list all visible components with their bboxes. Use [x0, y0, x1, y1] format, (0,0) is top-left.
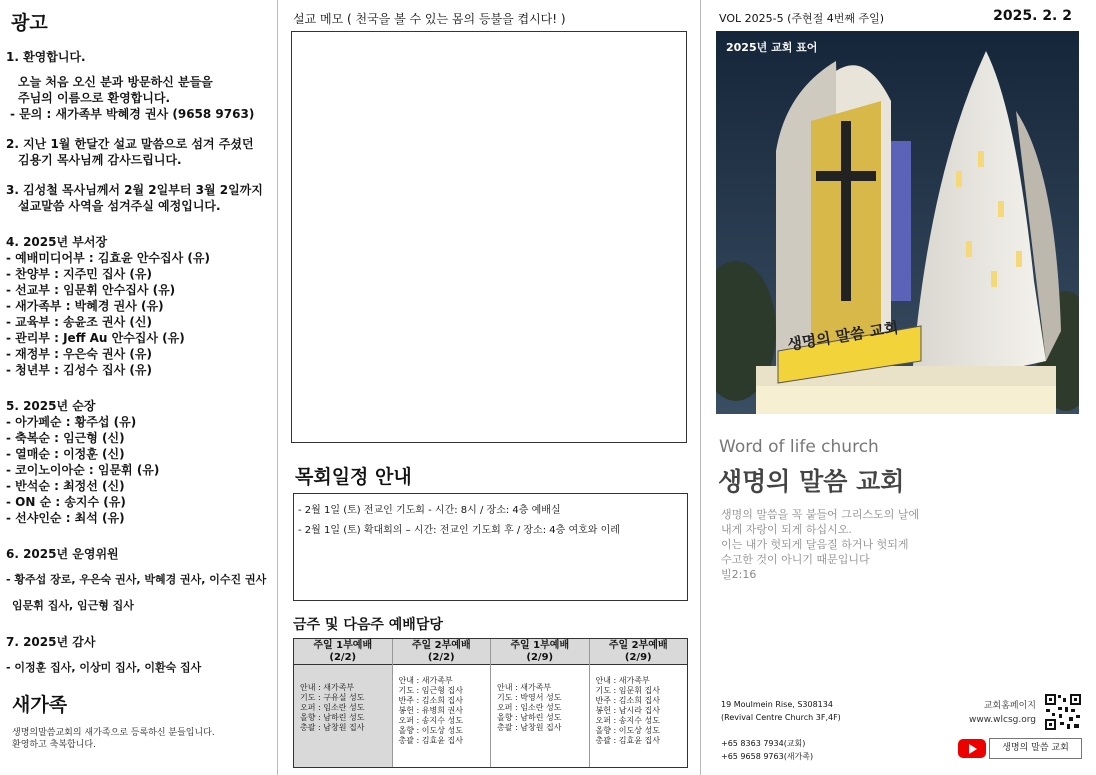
- volume-label: VOL 2025-5 (주현절 4번째 주일): [719, 12, 885, 25]
- duty-column: [491, 639, 590, 767]
- list-item: - 재정부 : 우은숙 권사 (유): [6, 347, 152, 361]
- building-sign-text: 생명의 말씀 교회: [786, 318, 900, 354]
- announcements-column: [0, 0, 278, 775]
- duty-line: 봉헌 : 유병희 권사: [398, 706, 463, 715]
- announcement-text: 김용기 목사님께 감사드립니다.: [18, 153, 182, 167]
- duty-column-header: [491, 639, 589, 665]
- middle-column: [279, 0, 701, 775]
- list-item: - 선샤인순 : 최석 (유): [6, 511, 125, 525]
- announcement-text: - 문의 : 새가족부 박혜경 권사 (9658 9763): [10, 107, 255, 121]
- announcement-heading: 4. 2025년 부서장: [6, 235, 108, 249]
- announcement-text: 임문휘 집사, 임근형 집사: [12, 599, 134, 612]
- list-item: - 예배미디어부 : 김효윤 안수집사 (유): [6, 251, 210, 265]
- list-item: - 청년부 : 김성수 집사 (유): [6, 363, 152, 377]
- list-item: - 반석순 : 최정선 (신): [6, 479, 125, 493]
- duty-column: [294, 639, 393, 767]
- duty-list: [491, 665, 589, 733]
- phone-church: +65 8363 7934(교회): [721, 739, 806, 748]
- church-address: [721, 698, 841, 724]
- duty-table: [293, 638, 688, 768]
- announcement-2: [6, 136, 271, 168]
- duty-service-name: 주일 1부예배: [313, 640, 373, 651]
- verse-line: 수고한 것이 아니기 때문입니다: [721, 553, 870, 566]
- homepage-label: 교회홈페이지: [983, 701, 1036, 711]
- motto-caption: 2025년 교회 표어: [726, 41, 818, 54]
- duty-service-date: (2/2): [427, 652, 455, 663]
- duty-line: 올향 : 이도상 성도: [595, 726, 660, 735]
- announcement-text: 오늘 처음 오신 분과 방문하신 분들을: [18, 75, 213, 89]
- bulletin-date: 2025. 2. 2: [993, 8, 1072, 24]
- duty-line: 안내 : 새가족부: [497, 683, 552, 692]
- list-item: - 코이노이아순 : 임문휘 (유): [6, 463, 160, 477]
- announcement-text: - 이정훈 집사, 이상미 집사, 이환숙 집사: [6, 661, 202, 674]
- duty-service-name: 주일 2부예배: [411, 640, 471, 651]
- youtube-channel-button[interactable]: 생명의 말씀 교회: [989, 738, 1082, 759]
- verse-line: 생명의 말씀을 꼭 붙들어 그리스도의 날에: [721, 508, 920, 521]
- announcement-heading: 6. 2025년 운영위원: [6, 547, 119, 561]
- announcement-text: - 황주섭 장로, 우은숙 권사, 박혜경 권사, 이수진 권사: [6, 573, 267, 586]
- announcement-3: [6, 182, 271, 214]
- duty-line: 올향 : 이도상 성도: [398, 726, 463, 735]
- homepage-url[interactable]: www.wlcsg.org: [969, 715, 1036, 725]
- church-building-illustration: [716, 31, 1079, 414]
- duty-line: 오퍼 : 임소란 성도: [497, 703, 562, 712]
- verse-line: 내게 자랑이 되게 하십시오.: [721, 523, 852, 536]
- duty-service-name: 주일 2부예배: [608, 640, 668, 651]
- duty-line: 안내 : 새가족부: [398, 676, 453, 685]
- announcement-heading: 1. 환영합니다.: [6, 50, 86, 64]
- announcement-4: [6, 234, 271, 378]
- new-family-text: 생명의말씀교회의 새가족으로 등록하신 분들입니다.: [12, 728, 215, 738]
- announcement-text: 설교말씀 사역을 섬겨주실 예정입니다.: [18, 199, 221, 213]
- duty-line: 기도 : 박영서 성도: [497, 693, 562, 702]
- verse-reference: 빌2:16: [721, 568, 757, 581]
- duty-line: 반주 : 김소희 집사: [398, 696, 463, 705]
- duty-line: 총괄 : 남창원 집사: [497, 723, 562, 732]
- duty-service-name: 주일 1부예배: [510, 640, 570, 651]
- announcement-heading: 7. 2025년 감사: [6, 635, 96, 649]
- duty-line: 안내 : 새가족부: [595, 676, 650, 685]
- address-line: (Revival Centre Church 3F,4F): [721, 713, 841, 722]
- duty-line: 오퍼 : 송지수 성도: [398, 716, 463, 725]
- announcement-text: 주님의 이름으로 환영합니다.: [18, 91, 171, 105]
- youtube-icon[interactable]: [958, 739, 986, 758]
- announcements-title: 광고: [11, 12, 48, 34]
- schedule-title: 목회일정 안내: [295, 466, 412, 488]
- verse-line: 이는 내가 헛되게 달음질 하거나 헛되게: [721, 538, 909, 551]
- qr-code-icon[interactable]: [1044, 693, 1082, 731]
- duty-line: 기도 : 임근형 집사: [398, 686, 463, 695]
- list-item: - ON 순 : 송지수 (유): [6, 495, 126, 509]
- announcement-heading: 3. 김성철 목사님께서 2월 2일부터 3월 2일까지: [6, 183, 263, 197]
- list-item: - 열매순 : 이정훈 (신): [6, 447, 125, 461]
- announcement-7: [6, 634, 271, 676]
- duty-list: [294, 665, 392, 733]
- duty-line: 총괄 : 김효윤 집사: [398, 736, 463, 745]
- sermon-memo-box[interactable]: [291, 31, 687, 443]
- schedule-box: [293, 493, 688, 601]
- duty-line: 총괄 : 남창원 집사: [300, 723, 365, 732]
- duty-service-date: (2/9): [624, 652, 652, 663]
- announcement-heading: 5. 2025년 순장: [6, 399, 96, 413]
- list-item: - 관리부 : Jeff Au 안수집사 (유): [6, 331, 185, 345]
- duty-line: 오퍼 : 송지수 성도: [595, 716, 660, 725]
- duty-column-header: [590, 639, 688, 665]
- homepage-info: [969, 699, 1036, 727]
- duty-line: 기도 : 구유실 성도: [300, 693, 365, 702]
- duty-column-header: [294, 639, 392, 665]
- phone-new-family: +65 9658 9763(새가족): [721, 752, 814, 761]
- duty-column-header: [393, 639, 491, 665]
- list-item: - 아가페순 : 황주섭 (유): [6, 415, 137, 429]
- duty-list: [590, 665, 688, 746]
- duty-line: 올향 : 남하린 성도: [300, 713, 365, 722]
- duty-line: 오퍼 : 임소란 성도: [300, 703, 365, 712]
- announcement-5: [6, 398, 271, 526]
- announcement-6: [6, 546, 271, 614]
- list-item: - 새가족부 : 박혜경 권사 (유): [6, 299, 164, 313]
- duty-line: 올향 : 남하린 성도: [497, 713, 562, 722]
- church-name-english: Word of life church: [719, 437, 879, 457]
- list-item: - 찬양부 : 지주민 집사 (유): [6, 267, 152, 281]
- duty-service-date: (2/2): [329, 652, 357, 663]
- church-name-korean: 생명의 말씀 교회: [718, 467, 905, 496]
- duty-service-date: (2/9): [526, 652, 554, 663]
- cover-column: [702, 0, 1096, 775]
- new-family-text: 환영하고 축복합니다.: [12, 740, 96, 750]
- duty-column: [590, 639, 688, 767]
- scripture-verse: [721, 507, 919, 582]
- announcement-heading: 2. 지난 1월 한달간 설교 말씀으로 섬겨 주셨던: [6, 137, 254, 151]
- contact-phones: [721, 737, 813, 763]
- duty-list: [393, 665, 491, 746]
- duty-title: 금주 및 다음주 예배담당: [293, 617, 443, 633]
- duty-line: 반주 : 김소희 집사: [595, 696, 660, 705]
- church-building-photo: [716, 31, 1079, 414]
- schedule-item: - 2월 1일 (토) 전교인 기도회 - 시간: 8시 / 장소: 4층 예배실: [298, 505, 561, 516]
- list-item: - 축복순 : 임근형 (신): [6, 431, 125, 445]
- new-family-title: 새가족: [12, 694, 68, 716]
- duty-line: 봉헌 : 남시라 집사: [595, 706, 660, 715]
- sermon-memo-label: 설교 메모 ( 천국을 볼 수 있는 몸의 등불을 켭시다! ): [293, 12, 566, 26]
- duty-line: 안내 : 새가족부: [300, 683, 355, 692]
- list-item: - 교육부 : 송윤조 권사 (신): [6, 315, 152, 329]
- list-item: - 선교부 : 임문휘 안수집사 (유): [6, 283, 176, 297]
- duty-line: 기도 : 임문휘 집사: [595, 686, 660, 695]
- duty-line: 총괄 : 김효윤 집사: [595, 736, 660, 745]
- schedule-item: - 2월 1일 (토) 확대회의 – 시간: 전교인 기도회 후 / 장소: 4층 여호와 이레: [298, 525, 620, 536]
- announcement-1: [6, 49, 271, 122]
- duty-column: [393, 639, 492, 767]
- address-line: 19 Moulmein Rise, S308134: [721, 700, 833, 709]
